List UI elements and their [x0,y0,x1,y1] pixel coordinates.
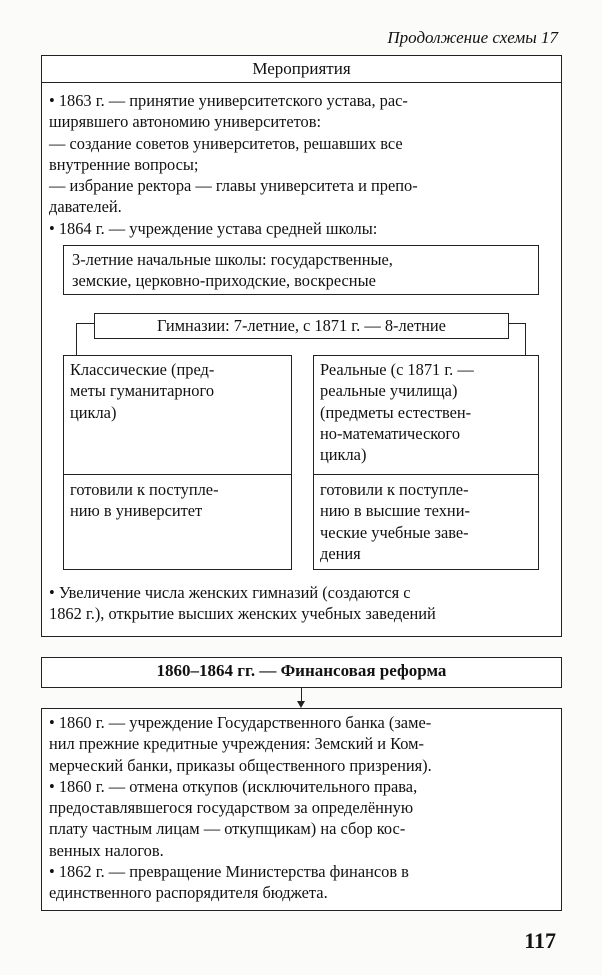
classical-divider [63,474,292,475]
connector-right [508,323,526,324]
connector-left-down [76,323,77,355]
title-divider [41,82,562,83]
real-divider [313,474,539,475]
continuation-header: Продолжение схемы 17 [387,28,558,47]
women-education-text: • Увеличение числа женских гимназий (создаются с 1862 г.), открытие высших женских учебных заведений [49,583,436,624]
connector-left [76,323,94,324]
page-number: 117 [524,928,556,953]
classical-gymnasium-goal: готовили к поступле- нию в университет [70,480,219,521]
real-gymnasium-goal: готовили к поступле- нию в высшие техни- ческие учебные заве- дения [320,480,470,563]
finance-arrow [297,701,305,708]
finance-reform-title-box: 1860–1864 гг. — Финансовая реформа [41,657,562,688]
real-gymnasium-desc: Реальные (с 1871 г. — реальные училища) (предметы естествен- но-математического цикла) [320,360,474,465]
connector-right-down [525,323,526,355]
primary-schools-box: 3-летние начальные школы: государственные, земские, церковно-приходские, воскресные [63,245,539,295]
measures-title: Мероприятия [252,59,351,78]
classical-gymnasium-desc: Классические (пред- меты гуманитарного цикла) [70,360,215,422]
finance-reform-text: • 1860 г. — учреждение Государственного банка (заме- нил прежние кредитные учреждения: Земский и Ком- мерческий банки, приказы общественного призрения). • 1860 г. — отмена откупов (исключительного права, предоставлявшегося государством за определённую плату частным лицам — откупщикам) на сбор кос- венных налогов. • 1862 г. — превращение Министерства финансов в единственного распорядителя бюджета. [49,713,432,903]
university-charter-text: • 1863 г. — принятие университетского устава, рас- ширявшего автономию университетов: — создание советов университетов, решавших все внутренние вопросы; — избрание ректора — главы университета и препо- давателей. • 1864 г. — учреждение устава средней школы: [49,91,418,238]
gymnasiums-box: Гимназии: 7-летние, с 1871 г. — 8-летние [94,313,509,339]
